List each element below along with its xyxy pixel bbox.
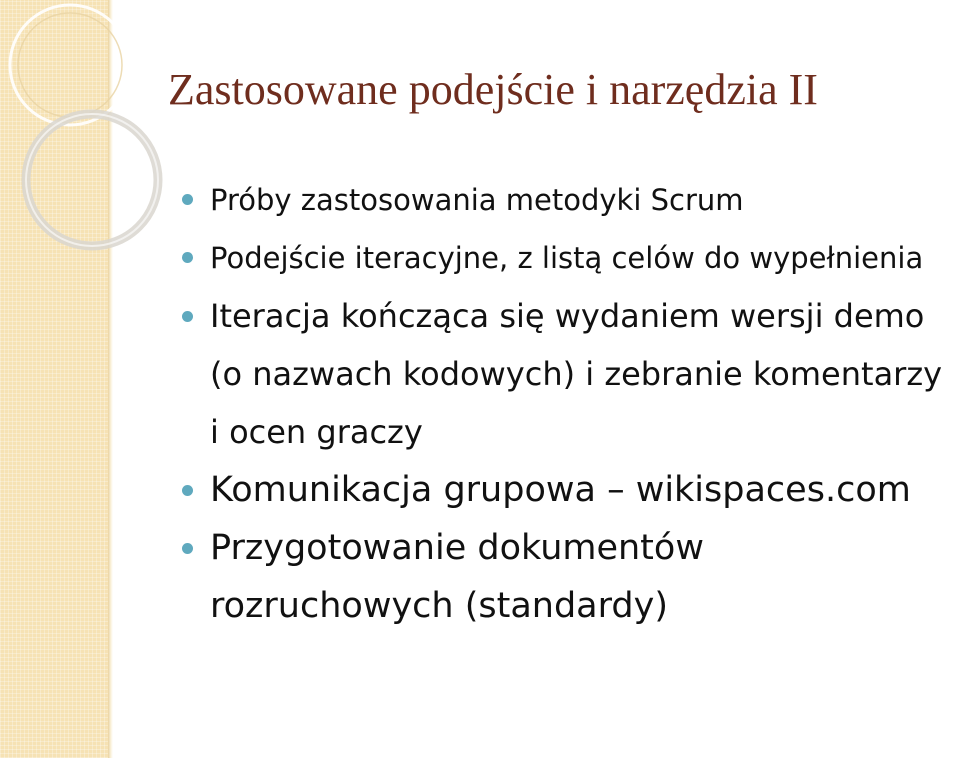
bullet-item — [182, 229, 952, 287]
bullet-item — [182, 287, 952, 461]
bullet-text: Iteracja kończąca się wydaniem wersji demo (o nazwach kodowych) i zebranie komentarzy i ocen graczy — [210, 297, 943, 451]
bullet-marker-icon — [182, 194, 193, 205]
bullet-text: Komunikacja grupowa – wikispaces.com — [210, 470, 911, 510]
decorative-rings — [0, 0, 200, 260]
bullet-text: Podejście iteracyjne, z listą celów do wypełnienia — [210, 241, 924, 275]
bullet-marker-icon — [182, 252, 193, 263]
bullet-marker-icon — [182, 485, 193, 496]
bullet-list — [182, 171, 952, 635]
bullet-text: Próby zastosowania metodyki Scrum — [210, 183, 744, 217]
slide-title: Zastosowane podejście i narzędzia II — [168, 65, 818, 114]
bullet-item — [182, 461, 952, 519]
bullet-text: Przygotowanie dokumentów rozruchowych (standardy) — [210, 528, 704, 626]
bullet-marker-icon — [182, 543, 193, 554]
bullet-item — [182, 171, 952, 229]
bullet-item — [182, 519, 770, 635]
bullet-marker-icon — [182, 311, 193, 322]
